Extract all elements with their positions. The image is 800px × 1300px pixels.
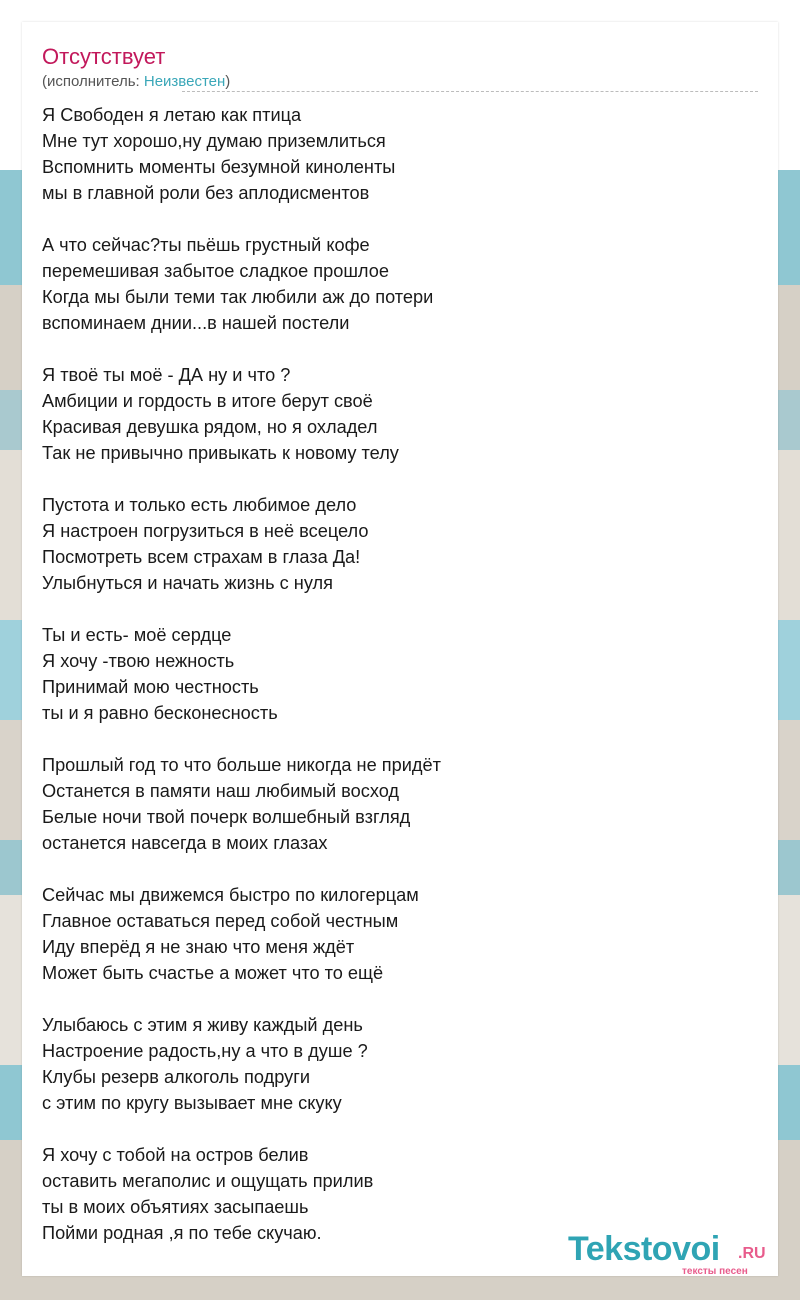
performer-prefix: (исполнитель: xyxy=(42,73,144,90)
lyrics-card xyxy=(22,22,778,1276)
lyric-line: Улыбаюсь с этим я живу каждый день xyxy=(42,1015,363,1035)
logo-domain: .RU xyxy=(738,1245,766,1262)
header-divider xyxy=(182,91,758,92)
site-logo[interactable] xyxy=(568,1230,778,1277)
lyric-line: Прошлый год то что больше никогда не придёт xyxy=(42,755,441,775)
lyric-line: А что сейчас?ты пьёшь грустный кофе xyxy=(42,235,370,255)
lyric-line: Ты и есть- моё сердце xyxy=(42,625,232,645)
lyric-line: оставить мегаполис и ощущать прилив xyxy=(42,1171,374,1191)
lyric-line: Когда мы были теми так любили аж до потери xyxy=(42,287,434,307)
lyric-line: Я твоё ты моё - ДА ну и что ? xyxy=(42,365,291,385)
lyric-line: Пойми родная ,я по тебе скучаю. xyxy=(42,1223,322,1243)
stanza xyxy=(42,492,742,596)
lyric-line: Вспомнить моменты безумной киноленты xyxy=(42,157,396,177)
lyric-line: Пустота и только есть любимое дело xyxy=(42,495,357,515)
lyric-line: Я настроен погрузиться в неё всецело xyxy=(42,521,369,541)
stanza xyxy=(42,622,742,726)
lyric-line: Красивая девушка рядом, но я охладел xyxy=(42,417,378,437)
lyric-line: Клубы резерв алкоголь подруги xyxy=(42,1067,311,1087)
lyric-line: Принимай мою честность xyxy=(42,677,259,697)
logo-subtitle: тексты песен xyxy=(682,1266,748,1277)
lyric-line: перемешивая забытое сладкое прошлое xyxy=(42,261,389,281)
lyric-line: Мне тут хорошо,ну думаю приземлиться xyxy=(42,131,386,151)
performer-line xyxy=(42,72,230,92)
stanza xyxy=(42,1012,742,1116)
lyric-line: ты и я равно бесконесность xyxy=(42,703,278,723)
lyric-line: Амбиции и гордость в итоге берут своё xyxy=(42,391,373,411)
lyrics-text xyxy=(42,102,742,1272)
lyric-line: Главное оставаться перед собой честным xyxy=(42,911,399,931)
song-title: Отсутствует xyxy=(42,44,166,69)
lyric-line: с этим по кругу вызывает мне скуку xyxy=(42,1093,342,1113)
performer-suffix: ) xyxy=(225,73,231,90)
stanza xyxy=(42,232,742,336)
logo-text: Tekstovoi xyxy=(568,1230,720,1268)
lyric-line: Так не привычно привыкать к новому телу xyxy=(42,443,399,463)
lyric-line: Я хочу -твою нежность xyxy=(42,651,235,671)
stanza xyxy=(42,102,742,206)
lyric-line: ты в моих объятиях засыпаешь xyxy=(42,1197,309,1217)
lyric-line: Сейчас мы движемся быстро по килогерцам xyxy=(42,885,419,905)
lyric-line: Может быть счастье а может что то ещё xyxy=(42,963,384,983)
lyric-line: Останется в памяти наш любимый восход xyxy=(42,781,400,801)
lyric-line: Я Свободен я летаю как птица xyxy=(42,105,302,125)
lyric-line: Белые ночи твой почерк волшебный взгляд xyxy=(42,807,411,827)
performer-link[interactable]: Неизвестен xyxy=(143,73,226,90)
stanza xyxy=(42,752,742,856)
lyric-line: вспоминаем днии...в нашей постели xyxy=(42,313,350,333)
lyric-line: Я хочу с тобой на остров белив xyxy=(42,1145,309,1165)
stanza xyxy=(42,362,742,466)
lyric-line: останется навсегда в моих глазах xyxy=(42,833,328,853)
lyric-line: Улыбнуться и начать жизнь с нуля xyxy=(42,573,333,593)
lyric-line: Посмотреть всем страхам в глаза Да! xyxy=(42,547,361,567)
lyric-line: мы в главной роли без аплодисментов xyxy=(42,183,370,203)
lyric-line: Настроение радость,ну а что в душе ? xyxy=(42,1041,368,1061)
lyric-line: Иду вперёд я не знаю что меня ждёт xyxy=(42,937,355,957)
stanza xyxy=(42,882,742,986)
